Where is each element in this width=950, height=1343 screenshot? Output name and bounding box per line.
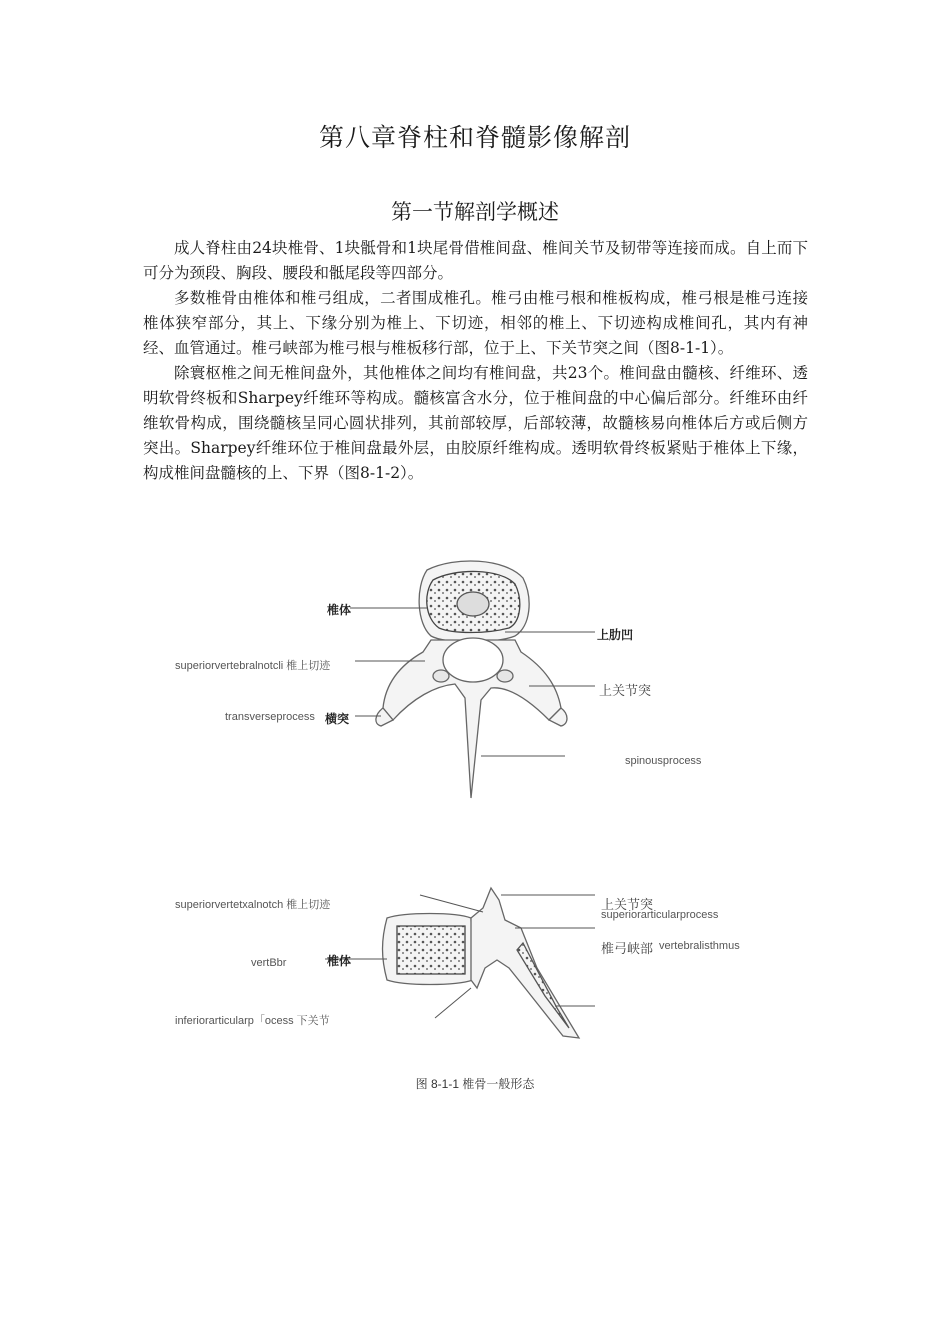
label-superior-articular: 上关节突 — [599, 683, 652, 698]
label-superior-articular-zh: 上关节突 — [601, 897, 654, 912]
label-transverse-zh: 横突 — [325, 712, 350, 726]
section-title: 第一节解剖学概述 — [391, 200, 559, 224]
chapter-title: 第八章脊柱和脊髓影像解剖 — [318, 123, 631, 152]
lateral-view-vertebra — [383, 888, 580, 1038]
paragraph: 成人脊柱由24块椎骨、1块骶骨和1块尾骨借椎间盘、椎间关节及韧带等连接而成。自上而下可分为颈段、胸段、腰段和骶尾段等四部分。 — [143, 239, 808, 282]
body-text — [143, 236, 808, 486]
label-superior-notch: superiorvertebralnotcli 椎上切迹 — [175, 660, 331, 672]
label-vert-partial: vertBbr — [251, 957, 287, 969]
label-superior-articular-en: superiorarticularprocess — [601, 909, 719, 921]
label-superior-costal-facet: 上肋凹 — [597, 628, 634, 642]
label-vertebral-body-lateral: 椎体 — [327, 954, 352, 968]
label-inferior-articular: inferiorarticularp「ocess 下关节 — [175, 1015, 330, 1027]
paragraph: 多数椎骨由椎体和椎弓组成，二者围成椎孔。椎弓由椎弓根和椎板构成，椎弓根是椎弓连接椎体狭窄部分，其上、下缘分别为椎上、下切迹，相邻的椎上、下切迹构成椎间孔，其内有神经、血管通过。椎弓峡部为椎弓根与椎板移行部，位于上、下关节突之间（图8-1-1）。 — [143, 289, 808, 357]
label-isthmus-zh: 椎弓峡部 — [601, 941, 654, 956]
label-spinous: spinousprocess — [625, 755, 702, 767]
vertebra-figure — [165, 548, 805, 1038]
paragraph: 除寰枢椎之间无椎间盘外，其他椎体之间均有椎间盘，共23个。椎间盘由髓核、纤维环、透明软骨终板和Sharpey纤维环等构成。髓核富含水分，位于椎间盘的中心偏后部分。纤维环由纤维软骨构成，围绕髓核呈同心圆状排列，其前部较厚，后部较薄，故髓核易向椎体后方或后侧方突出。Sharpey纤维环位于椎间盘最外层，由胶原纤维构成。透明软骨终板紧贴于椎体上下缘，构成椎间盘髓核的上、下界（图8-1-2）。 — [143, 364, 808, 482]
label-vertebral-body: 椎体 — [327, 603, 352, 617]
figure-caption: 图 8-1-1 椎骨一般形态 — [415, 1077, 535, 1091]
label-superior-notch-lateral: superiorvertetxalnotch 椎上切迹 — [175, 899, 331, 911]
superior-view-vertebra — [376, 561, 567, 798]
label-transverse: transverseprocess — [225, 711, 315, 723]
label-isthmus-en: vertebralisthmus — [659, 940, 740, 952]
